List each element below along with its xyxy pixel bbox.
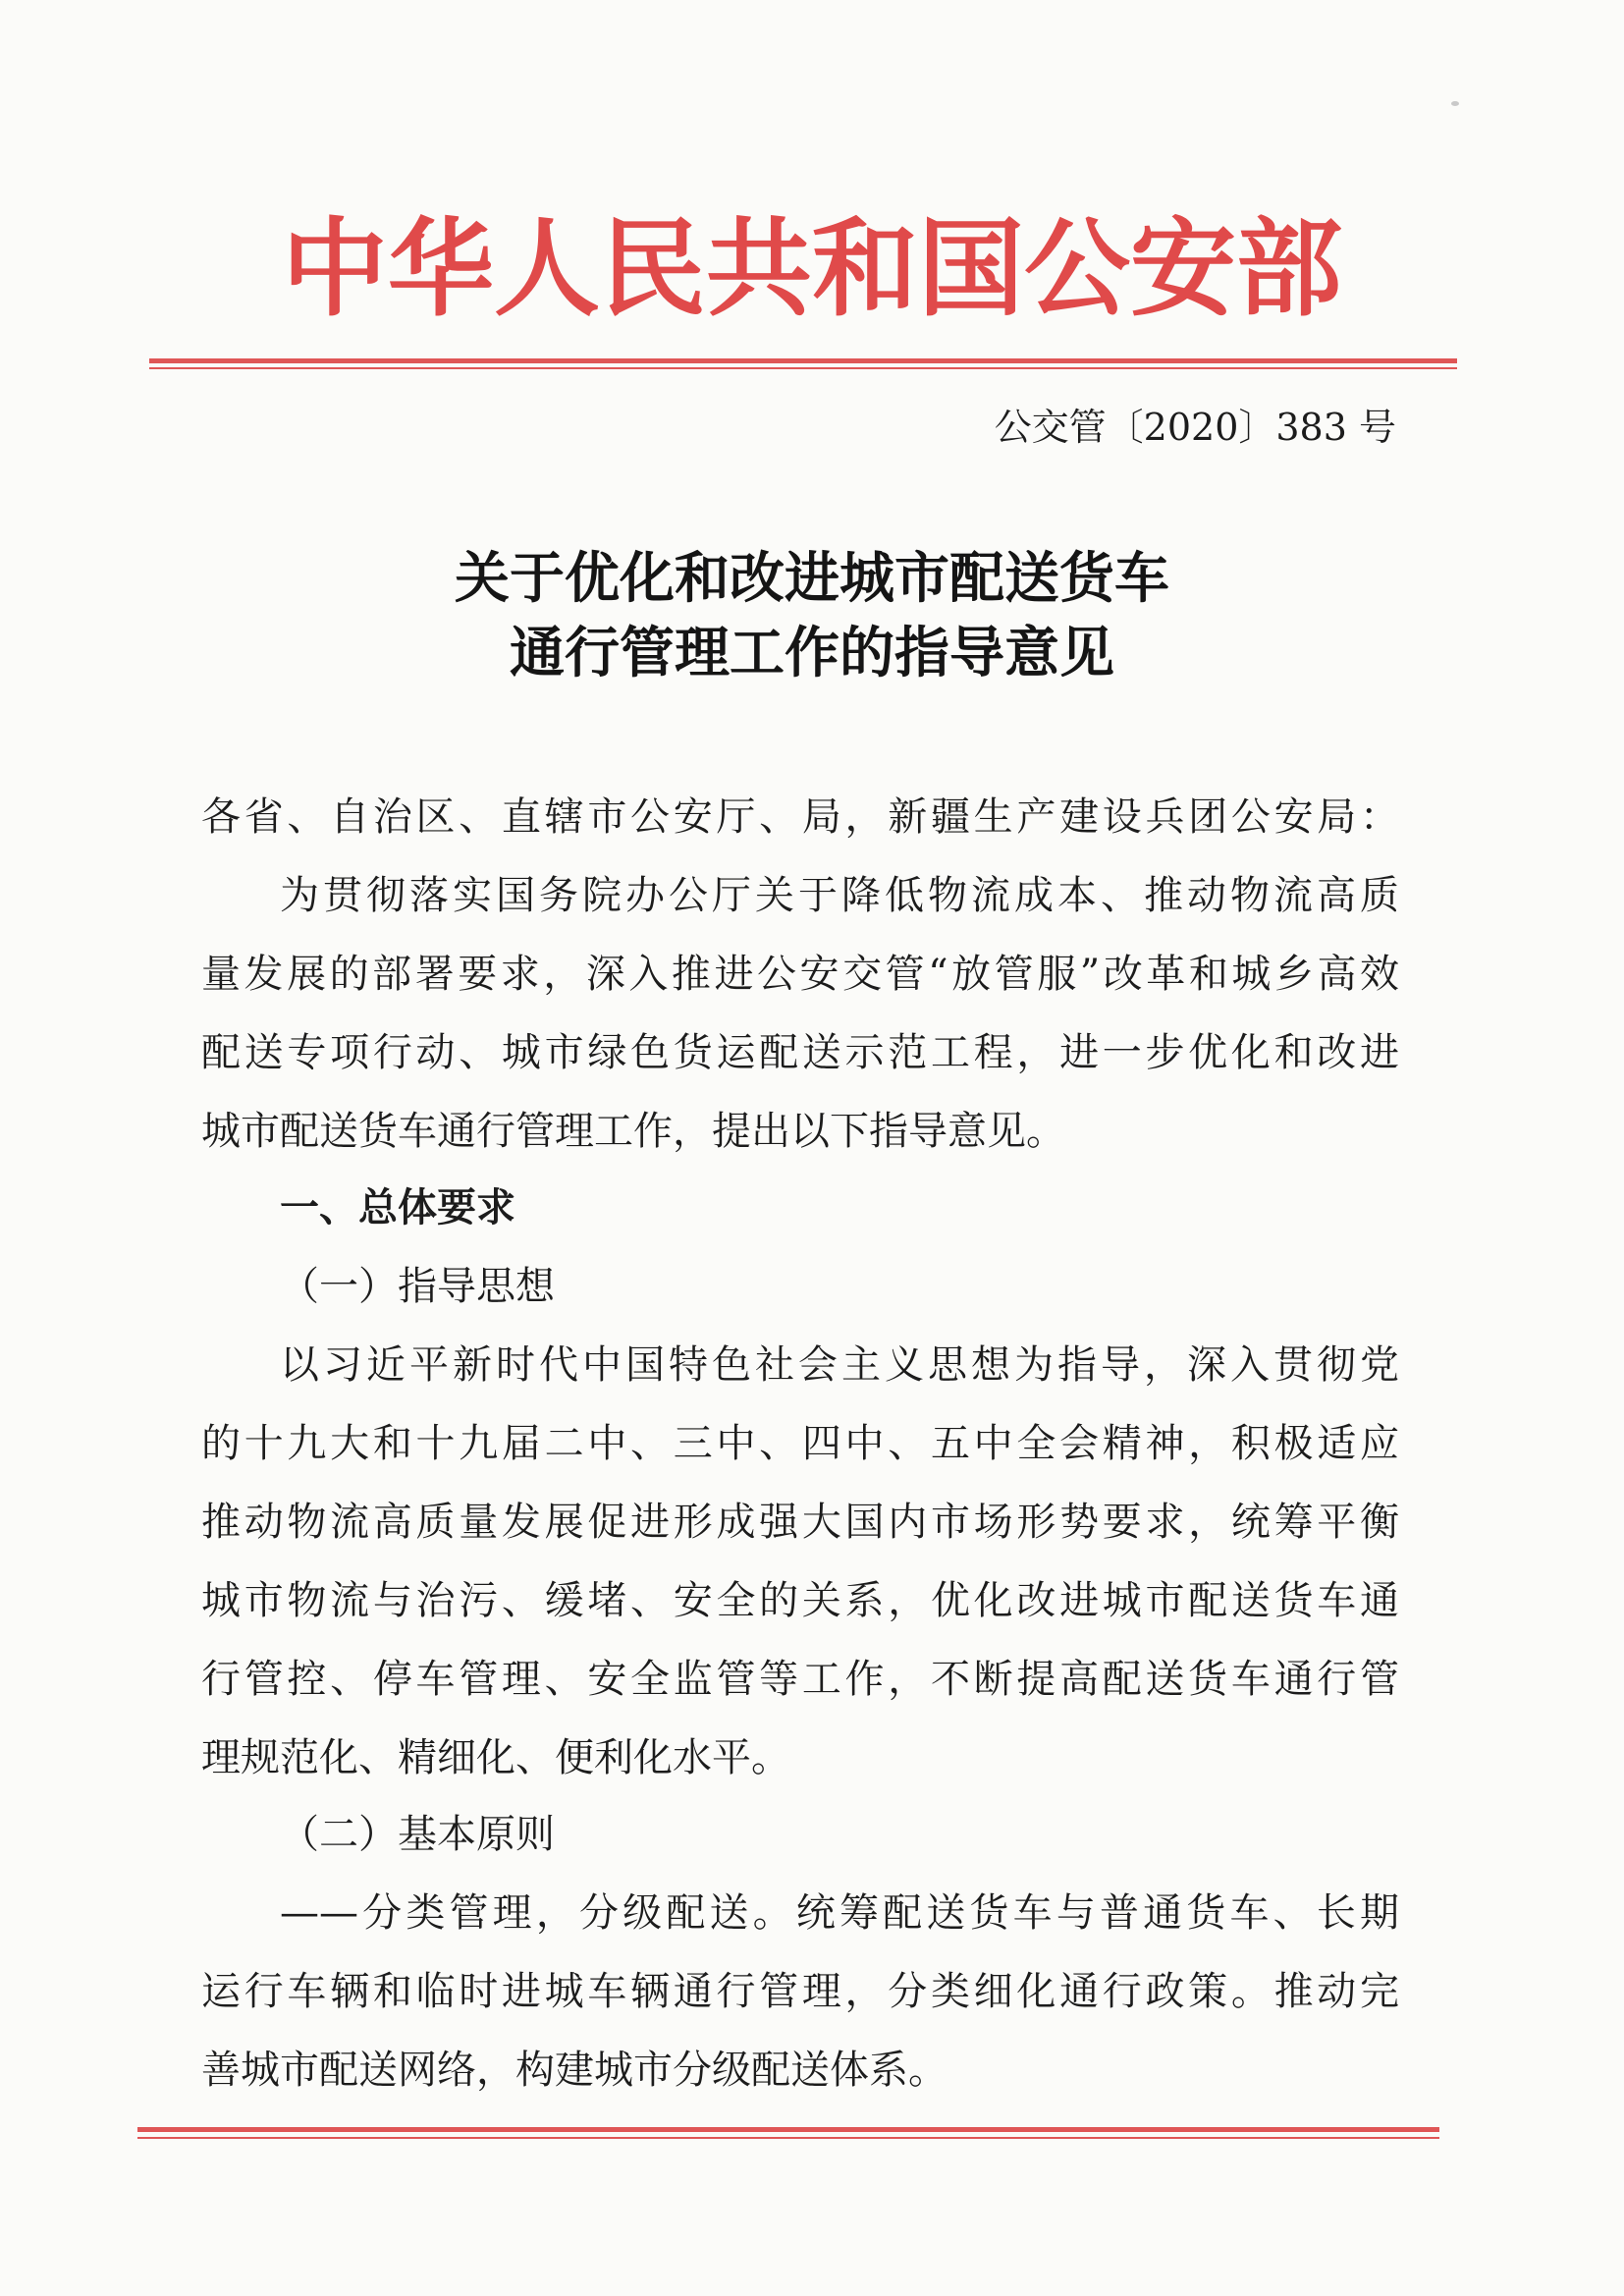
guiding-line-2: 的十九大和十九届二中、三中、四中、五中全会精神，积极适应 [201, 1421, 1399, 1466]
principle-line-3: 善城市配送网络，构建城市分级配送体系。 [201, 2048, 947, 2093]
footer-rule-thin [137, 2137, 1439, 2139]
principle-line-1: ——分类管理，分级配送。统筹配送货车与普通货车、长期 [280, 1890, 1399, 1936]
intro-line-3: 配送专项行动、城市绿色货运配送示范工程，进一步优化和改进 [201, 1030, 1399, 1075]
guiding-line-5: 行管控、停车管理、安全监管等工作，不断提高配送货车通行管 [201, 1657, 1399, 1702]
scan-speck [1451, 101, 1459, 106]
header-rule-thin [149, 367, 1457, 369]
salutation: 各省、自治区、直辖市公安厅、局，新疆生产建设兵团公安局： [201, 794, 1399, 840]
guiding-line-4: 城市物流与治污、缓堵、安全的关系，优化改进城市配送货车通 [201, 1578, 1399, 1623]
section-heading-1: 一、总体要求 [280, 1185, 515, 1230]
header-rule-thick [149, 358, 1457, 363]
issuer-header: 中华人民共和国公安部 [281, 208, 1342, 331]
guiding-line-3: 推动物流高质量发展促进形成强大国内市场形势要求，统筹平衡 [201, 1500, 1399, 1545]
document-number: 公交管〔2020〕383 号 [994, 406, 1396, 449]
subsection-heading-2: （二）基本原则 [280, 1812, 555, 1857]
intro-line-2: 量发展的部署要求，深入推进公安交管“放管服”改革和城乡高效 [201, 952, 1399, 997]
footer-rule-thick [137, 2127, 1439, 2132]
document-title-line-2: 通行管理工作的指导意见 [510, 622, 1114, 685]
subsection-heading-1: （一）指导思想 [280, 1264, 555, 1309]
intro-line-4: 城市配送货车通行管理工作，提出以下指导意见。 [201, 1109, 1065, 1154]
intro-line-1: 为贯彻落实国务院办公厅关于降低物流成本、推动物流高质 [280, 873, 1399, 918]
principle-line-2: 运行车辆和临时进城车辆通行管理，分类细化通行政策。推动完 [201, 1969, 1399, 2014]
guiding-line-6: 理规范化、精细化、便利化水平。 [201, 1735, 790, 1780]
guiding-line-1: 以习近平新时代中国特色社会主义思想为指导，深入贯彻党 [280, 1342, 1399, 1388]
document-title-line-1: 关于优化和改进城市配送货车 [455, 547, 1169, 611]
